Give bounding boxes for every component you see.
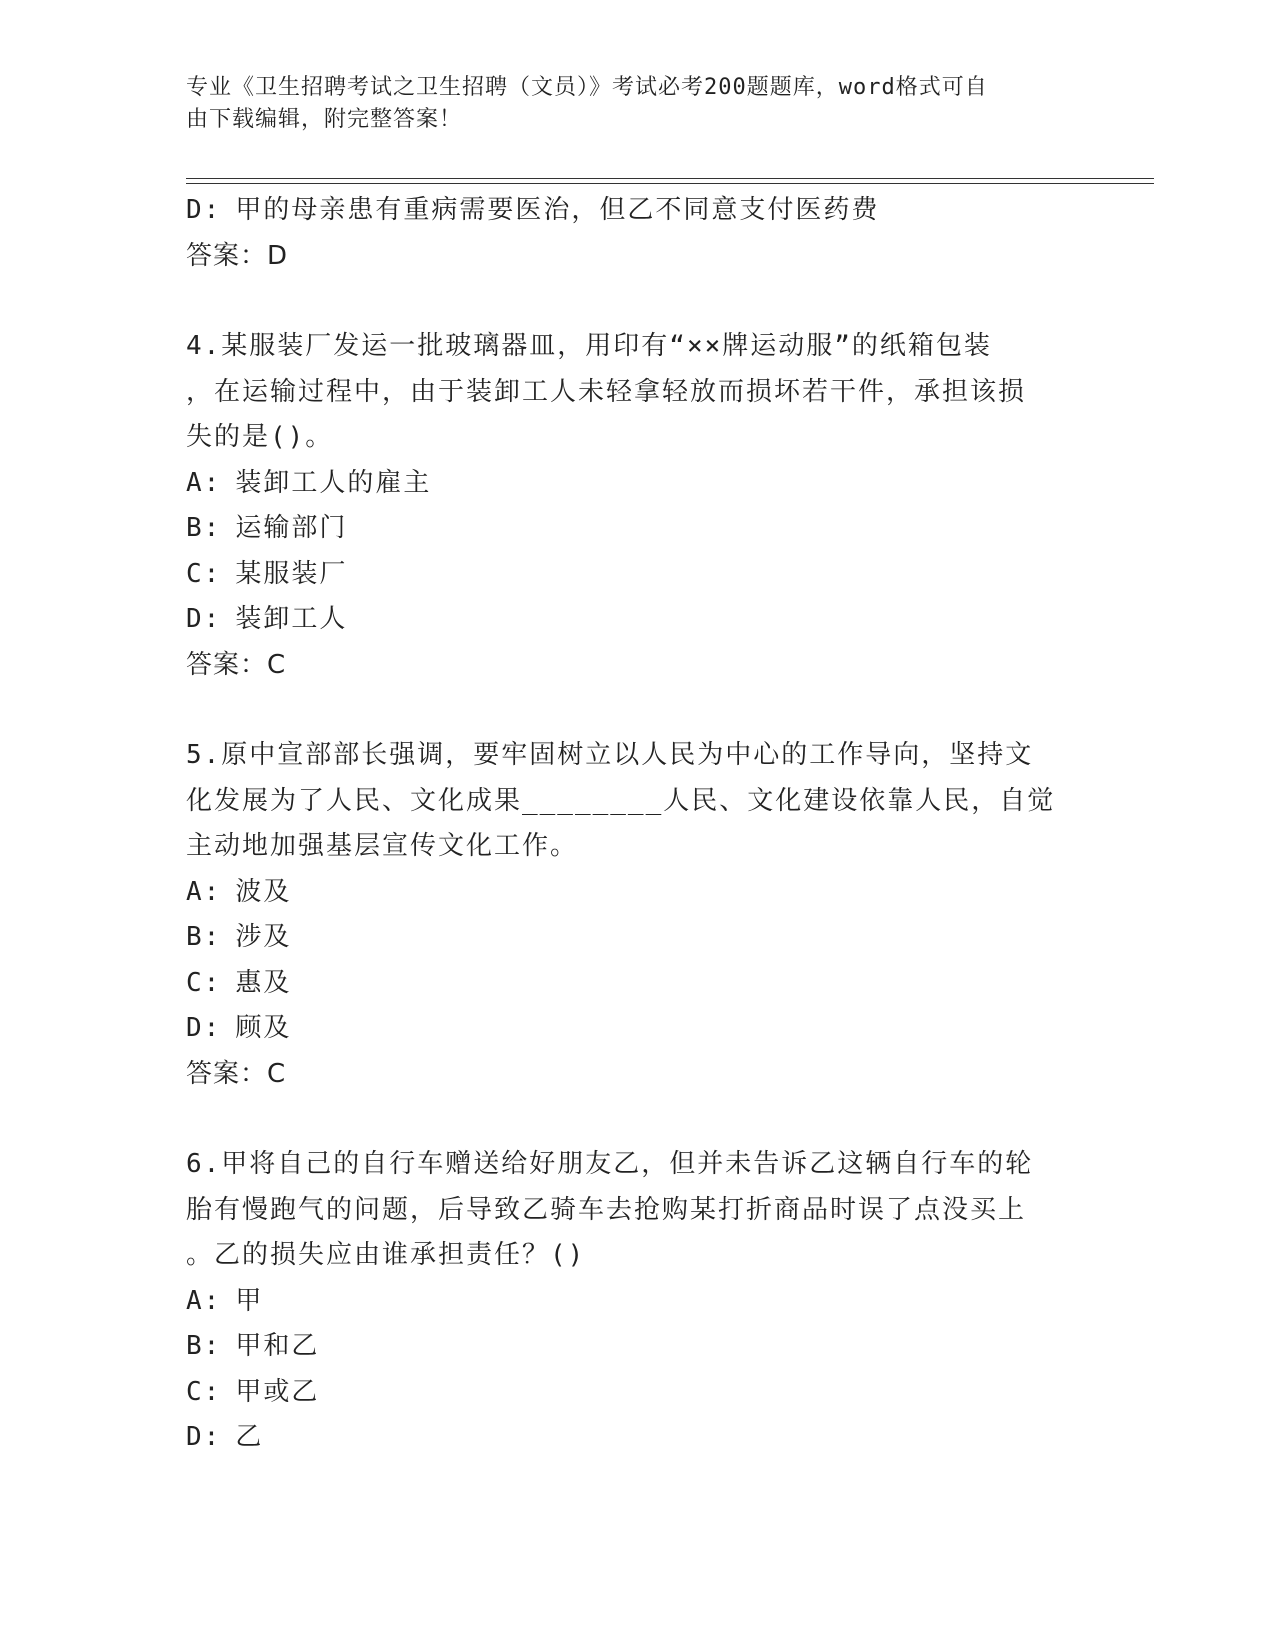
option-text: 某服装厂 [235, 558, 348, 589]
option-text: 乙 [235, 1422, 264, 1452]
question-stem-line: 主动地加强基层宣传文化工作。 [186, 831, 579, 861]
question-stem-line: 。乙的损失应由谁承担责任？() [186, 1240, 586, 1270]
option-letter: B: [186, 922, 222, 952]
answer-line: 答案：C [186, 1058, 287, 1089]
question-stem-line: 5.原中宣部部长强调，要牢固树立以人民为中心的工作导向，坚持文 [186, 740, 1034, 770]
option-text: 甲和乙 [235, 1331, 320, 1361]
question-6 [186, 1142, 1066, 1461]
previous-question-tail [186, 188, 1066, 279]
header-divider-top [186, 178, 1154, 179]
option-b [186, 506, 1066, 552]
option-letter: D: [186, 604, 222, 634]
option-letter: B: [186, 513, 222, 543]
answer-line: 答案：D [186, 240, 289, 271]
header-line-2: 由下载编辑，附完整答案！ [186, 107, 463, 132]
option-text: 波及 [235, 876, 292, 907]
option-text: 装卸工人 [235, 604, 348, 634]
answer-line: 答案：C [186, 649, 287, 680]
option-letter: C: [186, 558, 222, 589]
option-letter: B: [186, 1331, 222, 1361]
option-b [186, 1324, 1066, 1370]
question-stem-line: 失的是()。 [186, 422, 334, 452]
option-c [186, 961, 1066, 1007]
option-a [186, 461, 1066, 507]
document-body [186, 188, 1066, 1461]
option-text: 甲的母亲患有重病需要医治，但乙不同意支付医药费 [235, 195, 880, 225]
option-d [186, 1006, 1066, 1052]
option-a [186, 870, 1066, 916]
question-stem-line: ，在运输过程中，由于装卸工人未轻拿轻放而损坏若干件，承担该损 [186, 376, 1027, 407]
question-4 [186, 324, 1066, 688]
option-text: 甲或乙 [235, 1376, 320, 1407]
option-b [186, 915, 1066, 961]
question-5 [186, 733, 1066, 1097]
option-d [186, 597, 1066, 643]
option-d [186, 1415, 1066, 1461]
option-letter: A: [186, 467, 222, 498]
option-text: 顾及 [235, 1013, 292, 1043]
option-letter: C: [186, 967, 222, 998]
document-header [186, 72, 1066, 136]
option-text: 甲 [235, 1285, 264, 1316]
option-letter: D: [186, 1013, 222, 1043]
option-text: 涉及 [235, 922, 292, 952]
option-a [186, 1279, 1066, 1325]
option-text: 运输部门 [235, 513, 348, 543]
option-letter: C: [186, 1376, 222, 1407]
option-letter: D: [186, 195, 222, 225]
question-stem-line: 化发展为了人民、文化成果________人民、文化建设依靠人民，自觉 [186, 785, 1056, 816]
question-stem-line: 6.甲将自己的自行车赠送给好朋友乙，但并未告诉乙这辆自行车的轮 [186, 1149, 1034, 1179]
question-stem-line: 4.某服装厂发运一批玻璃器皿，用印有“××牌运动服”的纸箱包装 [186, 331, 992, 361]
header-divider-bottom [186, 183, 1154, 184]
option-d [186, 188, 1066, 234]
header-line-1: 专业《卫生招聘考试之卫生招聘（文员）》考试必考200题题库，word格式可自 [186, 75, 988, 100]
question-stem-line: 胎有慢跑气的问题，后导致乙骑车去抢购某打折商品时误了点没买上 [186, 1194, 1027, 1225]
option-letter: A: [186, 1285, 222, 1316]
option-text: 惠及 [235, 967, 292, 998]
option-letter: A: [186, 876, 222, 907]
option-text: 装卸工人的雇主 [235, 467, 432, 498]
option-letter: D: [186, 1422, 222, 1452]
option-c [186, 1370, 1066, 1416]
option-c [186, 552, 1066, 598]
